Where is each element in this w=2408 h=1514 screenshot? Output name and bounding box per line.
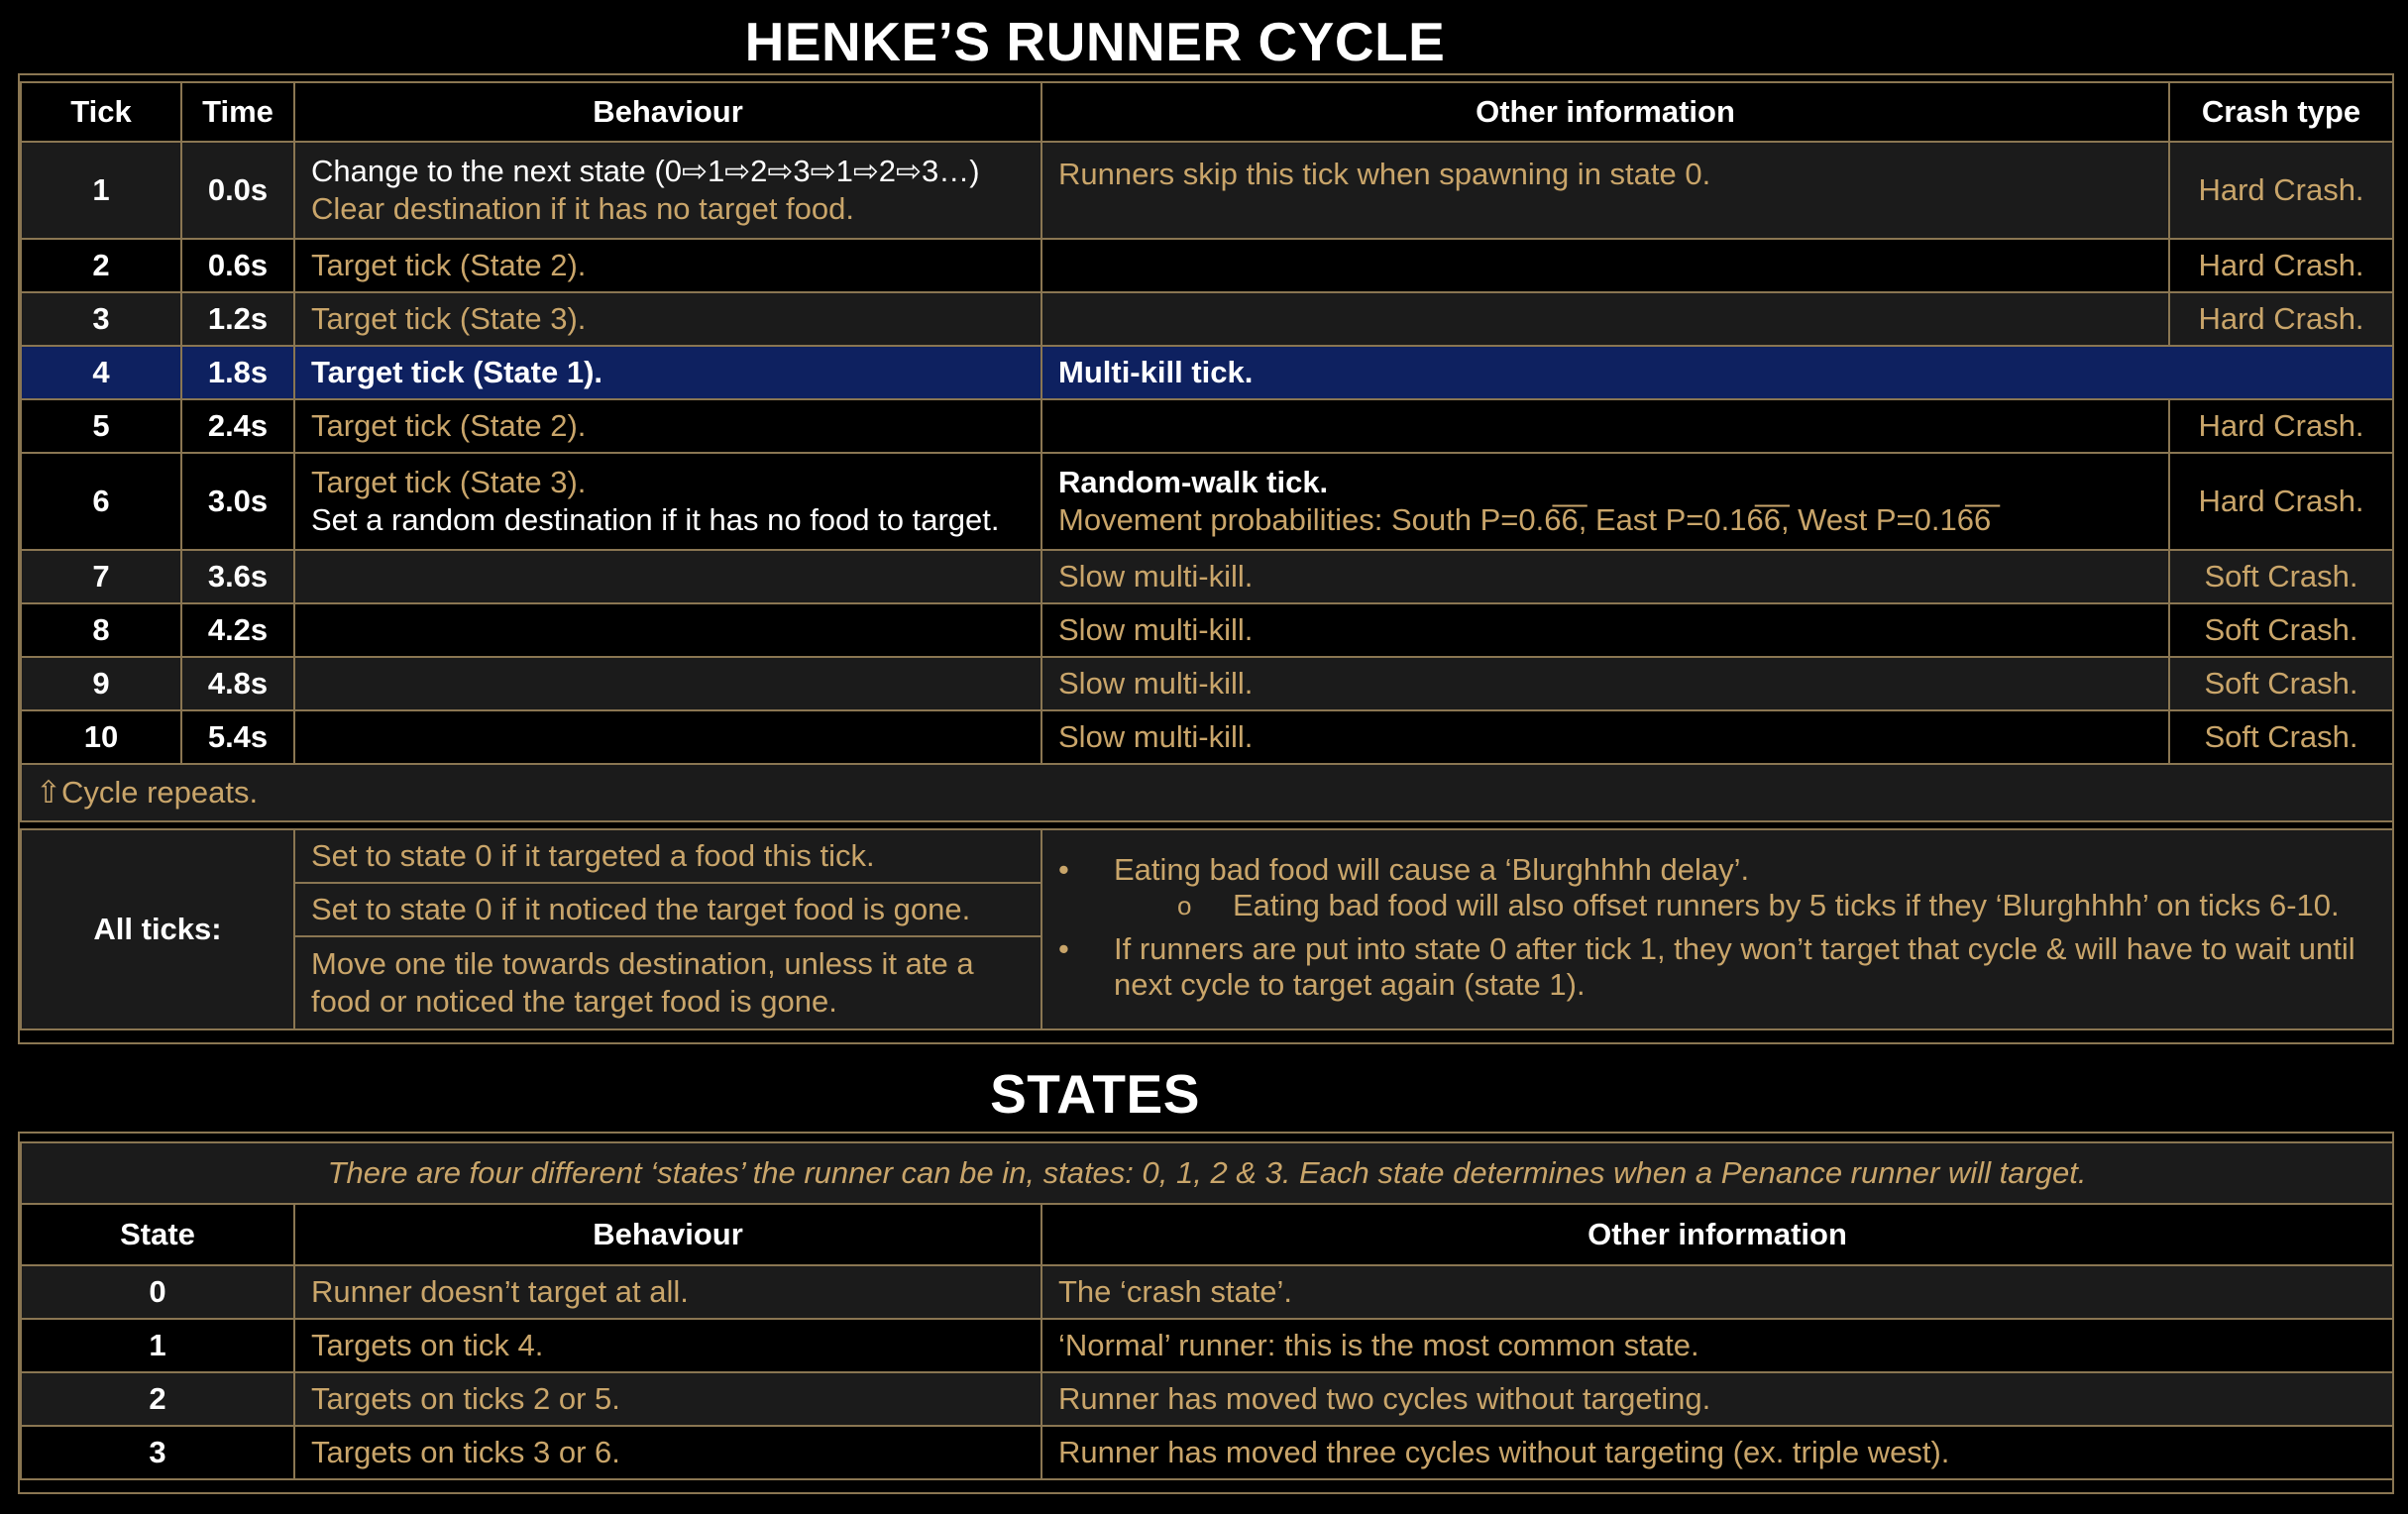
- page-title: HENKE’S RUNNER CYCLE: [744, 11, 1446, 72]
- time-cell: 5.4s: [181, 710, 294, 764]
- header-other-information: Other information: [1041, 82, 2169, 142]
- other-cell: [1041, 453, 2169, 550]
- other-line: Random-walk tick.: [1058, 465, 1329, 499]
- tick-cell: 8: [21, 603, 181, 657]
- other-cell: Runner has moved three cycles without targeting (ex. triple west).: [1041, 1426, 2393, 1479]
- table-row: [21, 1372, 2393, 1426]
- table-row: [21, 292, 2393, 346]
- tick-cell: 5: [21, 399, 181, 453]
- cycle-repeats-note: ⇧Cycle repeats.: [21, 764, 2393, 821]
- all-ticks-notes: [1041, 829, 2393, 1029]
- tick-cell: 4: [21, 346, 181, 399]
- table-row: [21, 142, 2393, 239]
- state-cell: 2: [21, 1372, 294, 1426]
- tick-cell: 6: [21, 453, 181, 550]
- tick-cell: 10: [21, 710, 181, 764]
- crash-cell: Hard Crash.: [2169, 239, 2393, 292]
- other-cell: Slow multi-kill.: [1041, 603, 2169, 657]
- behaviour-line: Clear destination if it has no target food.: [311, 191, 854, 226]
- sub-bullet-icon: o: [1177, 891, 1192, 920]
- other-cell: Runner has moved two cycles without targeting.: [1041, 1372, 2393, 1426]
- states-title: STATES: [990, 1063, 1200, 1125]
- crash-cell: Soft Crash.: [2169, 657, 2393, 710]
- note-sub-bullet: [1058, 888, 2376, 923]
- note-text: If runners are put into state 0 after tick 1, they won’t target that cycle & will have to wait until next cycle to target again (state 1).: [1114, 931, 2355, 1002]
- behaviour-line: Set a random destination if it has no food to target.: [311, 502, 1000, 537]
- crash-cell: Soft Crash.: [2169, 550, 2393, 603]
- behaviour-cell: Targets on ticks 3 or 6.: [294, 1426, 1041, 1479]
- other-cell: The ‘crash state’.: [1041, 1265, 2393, 1319]
- behaviour-line: Change to the next state (0⇨1⇨2⇨3⇨1⇨2⇨3…): [311, 154, 980, 188]
- tick-cell: 1: [21, 142, 181, 239]
- time-cell: 4.2s: [181, 603, 294, 657]
- header-behaviour: Behaviour: [294, 1204, 1041, 1265]
- cycle-repeats-row: [21, 764, 2393, 821]
- header-behaviour: Behaviour: [294, 82, 1041, 142]
- states-table-frame: [18, 1132, 2394, 1494]
- cycle-table-header: [21, 82, 2393, 142]
- note-bullet: [1058, 931, 2376, 1003]
- state-cell: 0: [21, 1265, 294, 1319]
- header-crash-type: Crash type: [2169, 82, 2393, 142]
- crash-cell: Hard Crash.: [2169, 292, 2393, 346]
- time-cell: 1.8s: [181, 346, 294, 399]
- behaviour-cell: Targets on tick 4.: [294, 1319, 1041, 1372]
- table-row: [21, 710, 2393, 764]
- bullet-icon: •: [1058, 931, 1069, 966]
- behaviour-cell: [294, 142, 1041, 239]
- tick-cell: 3: [21, 292, 181, 346]
- other-cell: Slow multi-kill.: [1041, 657, 2169, 710]
- table-row: [21, 657, 2393, 710]
- states-intro: There are four different ‘states’ the runner can be in, states: 0, 1, 2 & 3. Each state determines when a Penance runner will target.: [21, 1142, 2393, 1204]
- crash-cell: Hard Crash.: [2169, 453, 2393, 550]
- all-ticks-row: [21, 829, 2393, 883]
- other-cell: Slow multi-kill.: [1041, 550, 2169, 603]
- all-ticks-label: All ticks:: [21, 829, 294, 1029]
- table-row: [21, 1265, 2393, 1319]
- bullet-icon: •: [1058, 852, 1069, 887]
- header-other-information: Other information: [1041, 1204, 2393, 1265]
- time-cell: 2.4s: [181, 399, 294, 453]
- time-cell: 0.0s: [181, 142, 294, 239]
- table-row-highlighted: [21, 346, 2393, 399]
- all-ticks-behaviour: Set to state 0 if it targeted a food this tick.: [294, 829, 1041, 883]
- cycle-table: [20, 81, 2394, 822]
- behaviour-line: Target tick (State 3).: [311, 465, 587, 499]
- header-tick: Tick: [21, 82, 181, 142]
- tick-cell: 7: [21, 550, 181, 603]
- states-table-header: [21, 1204, 2393, 1265]
- time-cell: 1.2s: [181, 292, 294, 346]
- table-row: [21, 1319, 2393, 1372]
- state-cell: 1: [21, 1319, 294, 1372]
- time-cell: 3.0s: [181, 453, 294, 550]
- table-row: [21, 399, 2393, 453]
- other-cell: ‘Normal’ runner: this is the most common state.: [1041, 1319, 2393, 1372]
- behaviour-cell: Target tick (State 2).: [294, 239, 1041, 292]
- table-row: [21, 453, 2393, 550]
- crash-cell: Soft Crash.: [2169, 603, 2393, 657]
- time-cell: 4.8s: [181, 657, 294, 710]
- all-ticks-behaviour: Set to state 0 if it noticed the target food is gone.: [294, 883, 1041, 936]
- table-row: [21, 603, 2393, 657]
- other-line: Movement probabilities: South P=0.6̅6̅, East P=0.16̅6̅, West P=0.16̅6̅: [1058, 502, 1992, 537]
- tick-cell: 9: [21, 657, 181, 710]
- crash-cell: Hard Crash.: [2169, 399, 2393, 453]
- behaviour-cell: [294, 603, 1041, 657]
- header-state: State: [21, 1204, 294, 1265]
- note-text: Eating bad food will also offset runners by 5 ticks if they ‘Blurghhhh’ on ticks 6-10.: [1233, 888, 2340, 922]
- behaviour-cell: Target tick (State 3).: [294, 292, 1041, 346]
- other-cell: Runners skip this tick when spawning in state 0.: [1041, 142, 2169, 239]
- table-row: [21, 1426, 2393, 1479]
- behaviour-cell: Targets on ticks 2 or 5.: [294, 1372, 1041, 1426]
- behaviour-cell: [294, 453, 1041, 550]
- crash-cell: Hard Crash.: [2169, 142, 2393, 239]
- other-cell: [1041, 292, 2169, 346]
- table-row: [21, 550, 2393, 603]
- other-cell: Multi-kill tick.: [1041, 346, 2393, 399]
- behaviour-cell: [294, 657, 1041, 710]
- other-cell: [1041, 239, 2169, 292]
- other-cell: Slow multi-kill.: [1041, 710, 2169, 764]
- time-cell: 0.6s: [181, 239, 294, 292]
- states-table: [20, 1141, 2394, 1480]
- all-ticks-table: [20, 828, 2394, 1030]
- behaviour-cell: [294, 550, 1041, 603]
- behaviour-cell: Runner doesn’t target at all.: [294, 1265, 1041, 1319]
- all-ticks-behaviour: Move one tile towards destination, unless it ate a food or noticed the target food is gone.: [294, 936, 1041, 1029]
- states-intro-row: [21, 1142, 2393, 1204]
- time-cell: 3.6s: [181, 550, 294, 603]
- other-cell: [1041, 399, 2169, 453]
- behaviour-cell: [294, 710, 1041, 764]
- note-text: Eating bad food will cause a ‘Blurghhhh delay’.: [1114, 852, 1750, 887]
- behaviour-cell: Target tick (State 1).: [294, 346, 1041, 399]
- behaviour-cell: Target tick (State 2).: [294, 399, 1041, 453]
- cycle-table-frame: [18, 73, 2394, 1044]
- state-cell: 3: [21, 1426, 294, 1479]
- note-bullet: [1058, 852, 2376, 888]
- crash-cell: Soft Crash.: [2169, 710, 2393, 764]
- tick-cell: 2: [21, 239, 181, 292]
- header-time: Time: [181, 82, 294, 142]
- table-row: [21, 239, 2393, 292]
